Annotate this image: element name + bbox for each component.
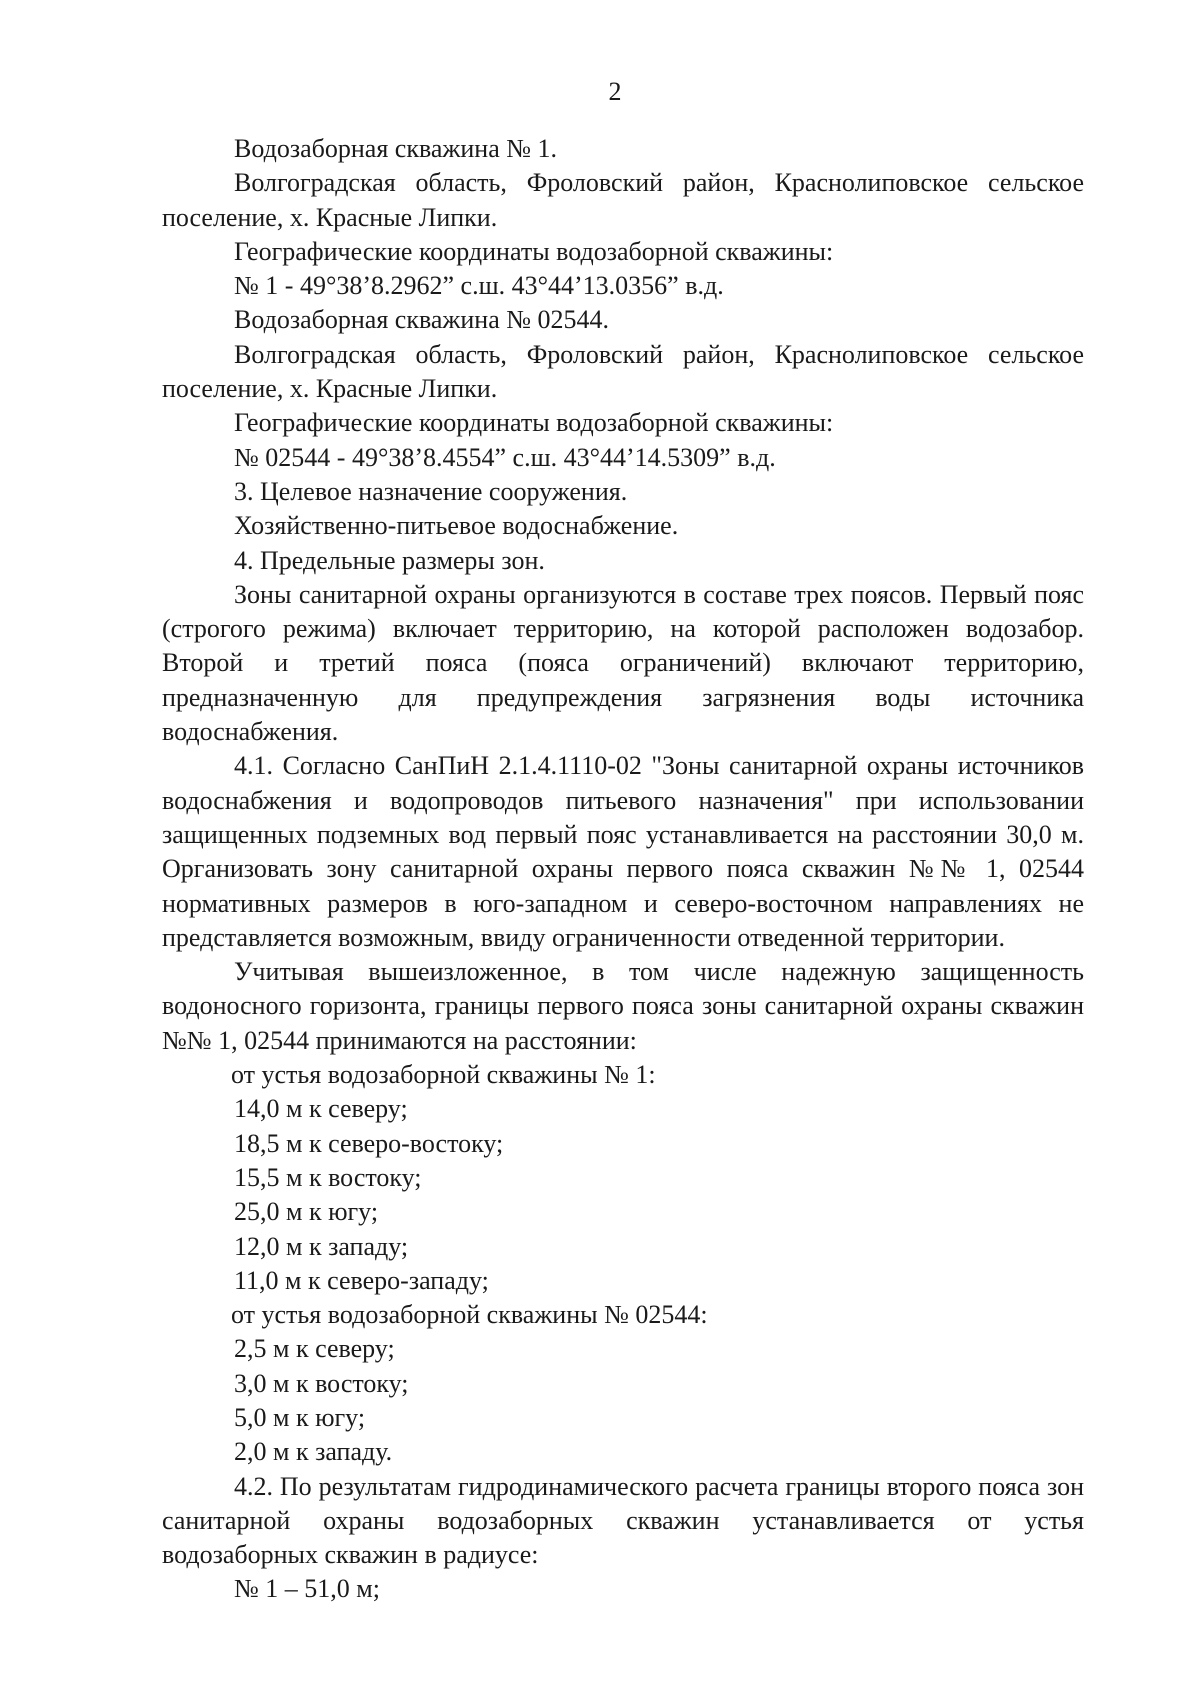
list-item: 3,0 м к востоку; [234, 1368, 409, 1398]
paragraph-well-02544-coords-heading: Географические координаты водозаборной скважины: [234, 408, 834, 438]
list-item: 5,0 м к югу; [234, 1402, 366, 1432]
section-4-heading: 4. Предельные размеры зон. [234, 545, 545, 575]
list-item: 14,0 м к северу; [234, 1094, 408, 1124]
paragraph-well-1-coords-heading: Географические координаты водозаборной скважины: [234, 236, 834, 266]
document-body [162, 132, 1084, 1607]
section-3-text: Хозяйственно-питьевое водоснабжение. [234, 511, 679, 541]
paragraph-well-1-location: Волгоградская область, Фроловский район, Краснолиповское сельское поселение, х. Красные Липки. [162, 168, 1084, 232]
section-3-heading: 3. Целевое назначение сооружения. [234, 476, 628, 506]
list-well-02544-heading: от устья водозаборной скважины № 02544: [231, 1300, 708, 1330]
list-item: № 1 – 51,0 м; [234, 1574, 380, 1604]
list-item: 12,0 м к западу; [234, 1231, 409, 1261]
list-item: 2,5 м к северу; [234, 1334, 395, 1364]
paragraph-well-02544-title: Водозаборная скважина № 02544. [234, 305, 610, 335]
list-item: 11,0 м к северо-западу; [234, 1265, 489, 1295]
paragraph-well-02544-location: Волгоградская область, Фроловский район, Краснолиповское сельское поселение, х. Красные Липки. [162, 339, 1084, 404]
paragraph-well-1-coords: № 1 - 49°38’8.2962” с.ш. 43°44’13.0356” в.д. [234, 271, 724, 301]
list-item: 2,0 м к западу. [234, 1437, 393, 1467]
section-4-2-text: 4.2. По результатам гидродинамического расчета границы второго пояса зон санитарной охраны водозаборных скважин устанавливается от устья водозаборных скважин в радиусе: [162, 1471, 1084, 1570]
section-4-text: Зоны санитарной охраны организуются в составе трех поясов. Первый пояс (строгого режима) включает территорию, на которой расположен водозабор. Второй и третий пояса (пояса ограничений) включают территорию, предназначенную для предупреждения загрязнения воды источника водоснабжения. [162, 579, 1084, 747]
section-4-1-conclusion: Учитывая вышеизложенное, в том числе надежную защищенность водоносного горизонта, границы первого пояса зоны санитарной охраны скважин №№ 1, 02544 принимаются на расстоянии: [162, 957, 1084, 1055]
section-4-1-text: 4.1. Согласно СанПиН 2.1.4.1110-02 "Зоны санитарной охраны источников водоснабжения и водопроводов питьевого назначения" при использовании защищенных подземных вод первый пояс устанавливается на расстоянии 30,0 м. Организовать зону санитарной охраны первого пояса скважин №№ 1, 02544 нормативных размеров в юго-западном и северо-восточном направлениях не представляется возможным, ввиду ограниченности отведенной территории. [162, 751, 1084, 952]
paragraph-well-02544-coords: № 02544 - 49°38’8.4554” с.ш. 43°44’14.5309” в.д. [234, 442, 776, 472]
page-number: 2 [608, 77, 622, 106]
paragraph-well-1-title: Водозаборная скважина № 1. [234, 134, 558, 163]
list-item: 15,5 м к востоку; [234, 1162, 422, 1192]
list-item: 25,0 м к югу; [234, 1197, 379, 1227]
list-well-1-heading: от устья водозаборной скважины № 1: [231, 1060, 656, 1090]
list-item: 18,5 м к северо-востоку; [234, 1128, 504, 1158]
